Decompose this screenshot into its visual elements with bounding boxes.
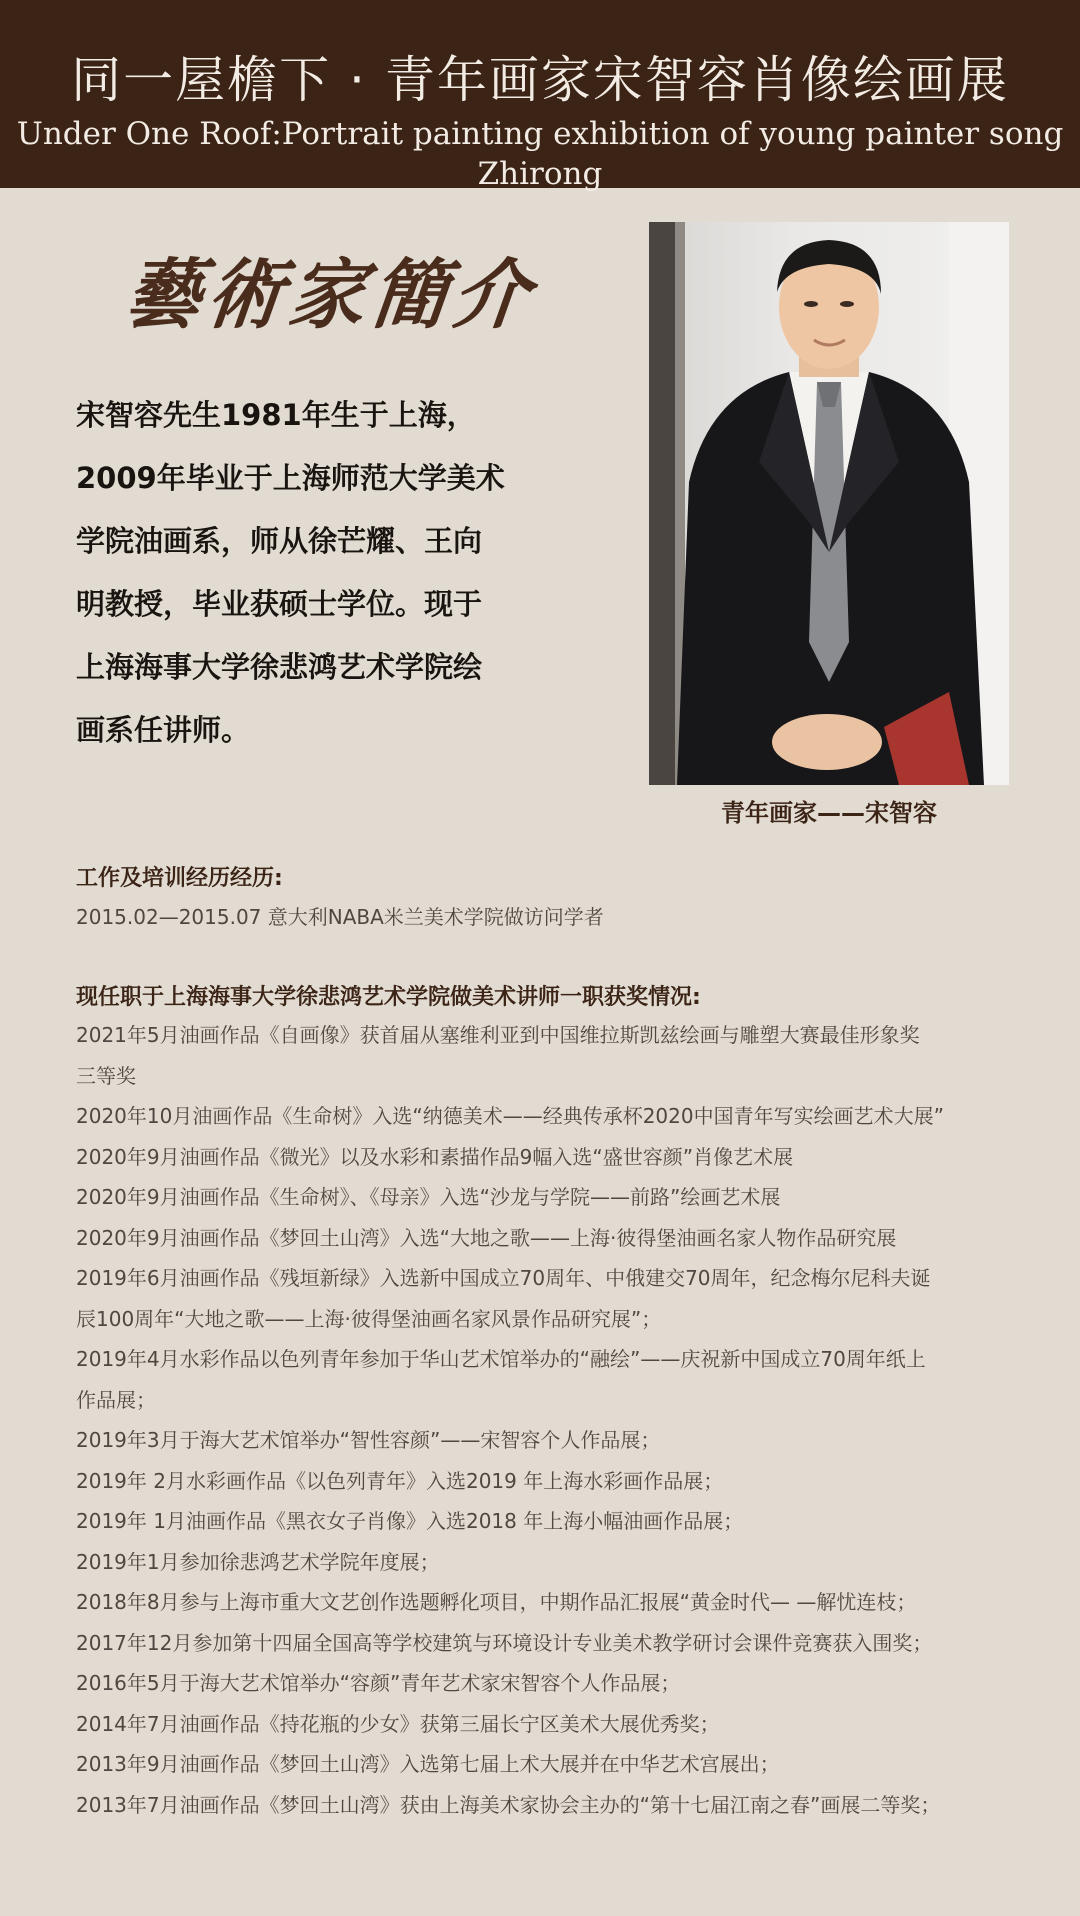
award-line: 2020年10月油画作品《生命树》入选“纳德美术——经典传承杯2020中国青年写实绘画艺术大展” bbox=[76, 1104, 944, 1128]
award-line: 2013年9月油画作品《梦回土山湾》入选第七届上术大展并在中华艺术宫展出； bbox=[76, 1752, 780, 1776]
artist-intro-text bbox=[76, 384, 596, 762]
award-line: 2019年3月于海大艺术馆举办“智性容颜”——宋智容个人作品展； bbox=[76, 1428, 661, 1452]
intro-line: 画系任讲师。 bbox=[76, 713, 251, 747]
award-line: 2020年9月油画作品《生命树》、《母亲》入选“沙龙与学院——前路”绘画艺术展 bbox=[76, 1185, 781, 1209]
award-line: 2018年8月参与上海市重大文艺创作选题孵化项目，中期作品汇报展“黄金时代— —解忧连枝； bbox=[76, 1590, 917, 1614]
award-line: 2019年6月油画作品《残垣新绿》入选新中国成立70周年、中俄建交70周年，纪念梅尔尼科夫诞 bbox=[76, 1266, 931, 1290]
award-line: 辰100周年“大地之歌——上海·彼得堡油画名家风景作品研究展”； bbox=[76, 1306, 662, 1331]
intro-line: 明教授，毕业获硕士学位。现于 bbox=[76, 587, 483, 621]
intro-line: 2009年毕业于上海师范大学美术 bbox=[76, 461, 505, 495]
awards-list bbox=[76, 1015, 1016, 1825]
work-experience-title: 工作及培训经历经历: bbox=[76, 866, 283, 891]
artist-intro-heading: 藝術家簡介 bbox=[120, 250, 540, 339]
award-line: 2019年1月参加徐悲鸿艺术学院年度展； bbox=[76, 1549, 440, 1574]
award-line: 2017年12月参加第十四届全国高等学校建筑与环境设计专业美术教学研讨会课件竞赛获入围奖； bbox=[76, 1630, 933, 1655]
portrait-illustration bbox=[649, 222, 1009, 785]
intro-line: 学院油画系，师从徐芒耀、王向 bbox=[76, 524, 483, 558]
award-line: 2021年5月油画作品《自画像》获首届从塞维利亚到中国维拉斯凯兹绘画与雕塑大赛最佳形象奖 bbox=[76, 1023, 920, 1047]
award-line: 2016年5月于海大艺术馆举办“容颜”青年艺术家宋智容个人作品展； bbox=[76, 1671, 681, 1695]
award-line: 2019年 1月油画作品《黑衣女子肖像》入选2018 年上海小幅油画作品展； bbox=[76, 1509, 744, 1533]
award-line: 2019年 2月水彩画作品《以色列青年》入选2019 年上海水彩画作品展； bbox=[76, 1468, 724, 1493]
award-line: 作品展； bbox=[76, 1387, 156, 1412]
exhibition-title-chinese: 同一屋檐下 · 青年画家宋智容肖像绘画展 bbox=[71, 51, 1009, 109]
awards-title: 现任职于上海海事大学徐悲鸿艺术学院做美术讲师一职获奖情况: bbox=[76, 985, 701, 1010]
intro-line: 上海海事大学徐悲鸿艺术学院绘 bbox=[76, 650, 483, 684]
portrait-caption: 青年画家——宋智容 bbox=[721, 799, 937, 827]
work-experience-item: 2015.02—2015.07 意大利NABA米兰美术学院做访问学者 bbox=[76, 905, 604, 929]
intro-line: 宋智容先生1981年生于上海， bbox=[76, 398, 476, 432]
award-line: 2019年4月水彩作品以色列青年参加于华山艺术馆举办的“融绘”——庆祝新中国成立70周年纸上 bbox=[76, 1347, 926, 1371]
page-header bbox=[0, 0, 1080, 192]
award-line: 2013年7月油画作品《梦回土山湾》获由上海美术家协会主办的“第十七届江南之春”画展二等奖； bbox=[76, 1792, 941, 1817]
exhibition-title-english: Under One Roof:Portrait painting exhibition of young painter song Zhirong bbox=[16, 116, 1064, 192]
award-line: 2020年9月油画作品《梦回土山湾》入选“大地之歌——上海·彼得堡油画名家人物作品研究展 bbox=[76, 1225, 897, 1250]
award-line: 2020年9月油画作品《微光》以及水彩和素描作品9幅入选“盛世容颜”肖像艺术展 bbox=[76, 1144, 794, 1169]
artist-portrait-photo bbox=[649, 222, 1009, 785]
award-line: 2014年7月油画作品《持花瓶的少女》获第三届长宁区美术大展优秀奖； bbox=[76, 1711, 720, 1736]
award-line: 三等奖 bbox=[76, 1063, 136, 1088]
